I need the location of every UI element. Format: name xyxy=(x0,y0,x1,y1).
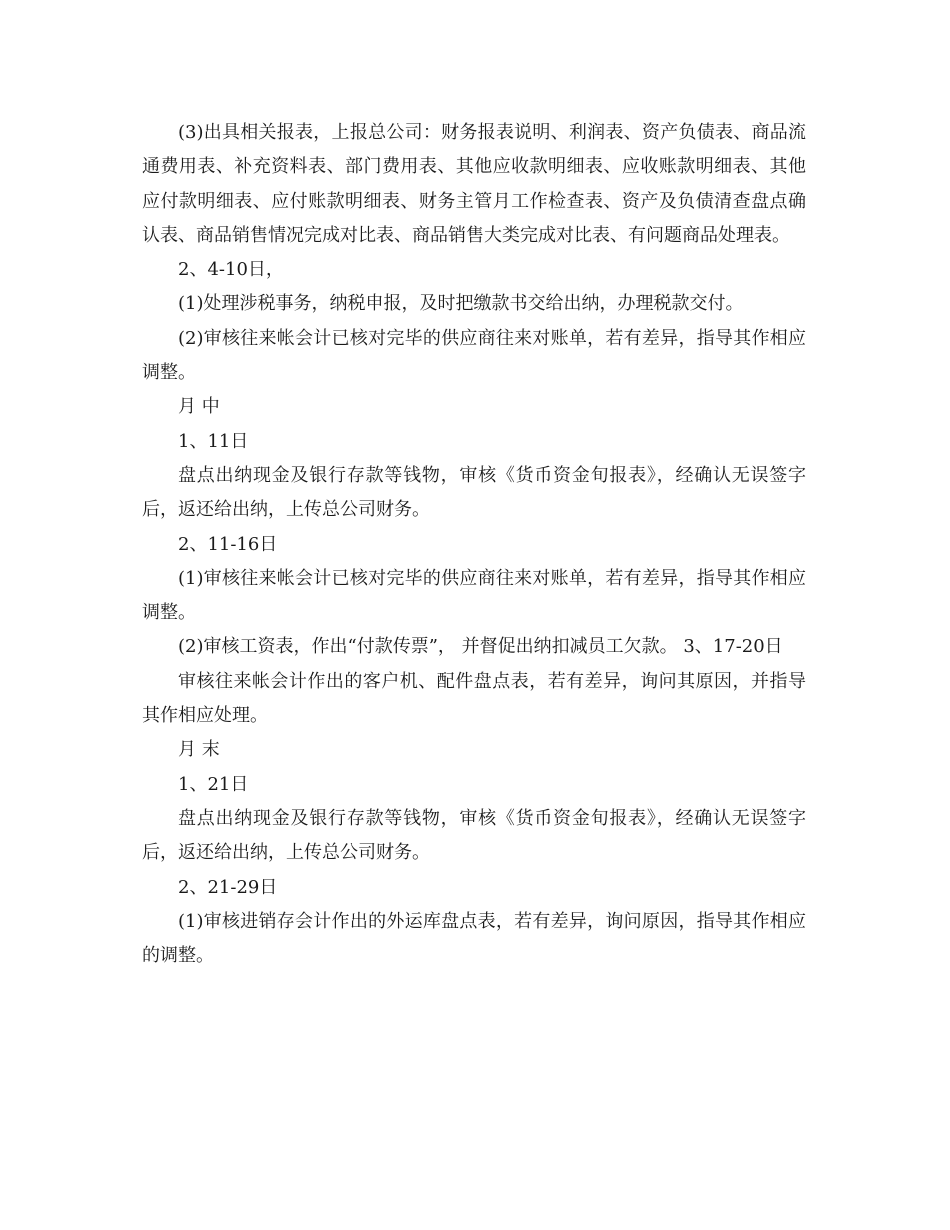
paragraph-inventory-audit: 审核往来帐会计作出的客户机、配件盘点表，若有差异，询问其原因，并指导其作相应处理。 xyxy=(142,670,806,727)
paragraph-cash-count-end: 盘点出纳现金及银行存款等钱物，审核《货币资金旬报表》，经确认无误签字后，返还给出纳，上传总公司财务。 xyxy=(142,807,806,864)
section-heading-mid-month: 月 中 xyxy=(178,396,220,418)
paragraph-report-list: (3)出具相关报表，上报总公司：财务报表说明、利润表、资产负债表、商品流通费用表、补充资料表、部门费用表、其他应收款明细表、应收账款明细表、其他应付款明细表、应付账款明细表、财务主管月工作检查表、资产及负债清查盘点确认表、商品销售情况完成对比表、商品销售大类完成对比表、有问题商品处理表。 xyxy=(142,122,806,246)
heading-day-21-29: 2、21-29日 xyxy=(178,876,278,898)
section-heading-month-end: 月 末 xyxy=(178,739,220,761)
heading-day-11-16: 2、11-16日 xyxy=(178,533,278,555)
heading-day-11: 1、11日 xyxy=(178,430,249,452)
paragraph-cash-count-mid: 盘点出纳现金及银行存款等钱物，审核《货币资金旬报表》，经确认无误签字后，返还给出纳，上传总公司财务。 xyxy=(142,464,806,521)
paragraph-audit-supplier-statement-2: (1)审核往来帐会计已核对完毕的供应商往来对账单，若有差异，指导其作相应调整。 xyxy=(142,567,806,624)
paragraph-tax-affairs: (1)处理涉税事务，纳税申报，及时把缴款书交给出纳，办理税款交付。 xyxy=(178,293,744,315)
paragraph-payroll-audit: (2)审核工资表，作出“付款传票”， 并督促出纳扣减员工欠款。 3、17-20日 xyxy=(178,636,783,658)
document-body xyxy=(142,116,806,973)
heading-day-4-10: 2、4-10日， xyxy=(178,259,284,281)
paragraph-audit-supplier-statement: (2)审核往来帐会计已核对完毕的供应商往来对账单，若有差异，指导其作相应调整。 xyxy=(142,327,806,384)
paragraph-warehouse-audit: (1)审核进销存会计作出的外运库盘点表，若有差异，询问原因，指导其作相应的调整。 xyxy=(142,910,806,967)
heading-day-21: 1、21日 xyxy=(178,773,249,795)
